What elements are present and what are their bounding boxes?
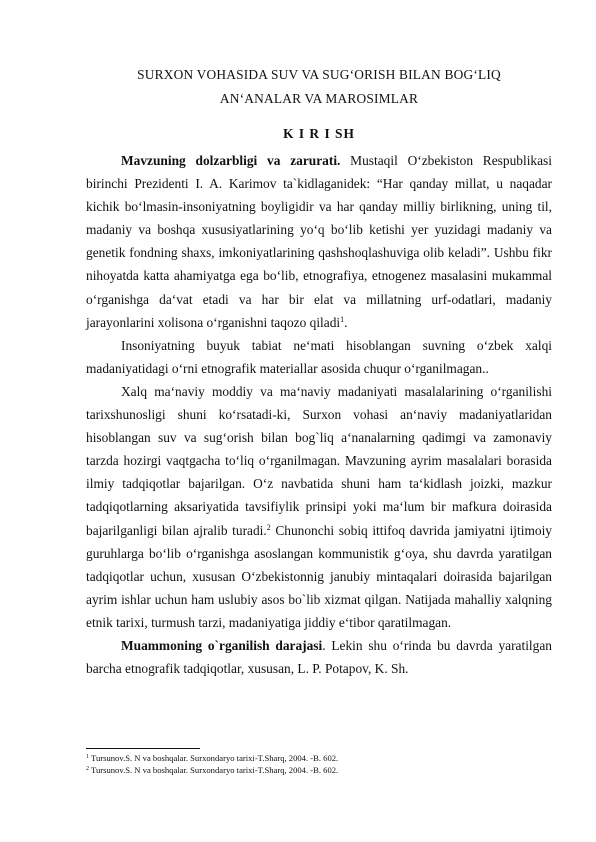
paragraph-water-role	[86, 334, 552, 380]
footnote-text: Tursunov.S. N va boshqalar. Surxondaryo tarixi-T.Sharq, 2004. -B. 602.	[89, 753, 339, 763]
paragraph-relevance	[86, 149, 552, 334]
paragraph-study-level	[86, 634, 552, 680]
body-text	[86, 149, 552, 680]
paragraph-lead: Mavzuning dolzarbligi va zarurati.	[121, 153, 341, 168]
footnote-ref: 1	[340, 314, 345, 324]
footnote-item	[86, 752, 552, 764]
footnotes	[86, 752, 552, 776]
footnote-text: Tursunov.S. N va boshqalar. Surxondaryo tarixi-T.Sharq, 2004. -B. 602.	[89, 765, 339, 775]
footnote-separator	[86, 748, 200, 749]
title-line-1: SURXON VOHASIDA SUV VA SUG‘ORISH BILAN BOG‘LIQ	[137, 67, 501, 82]
title-line-2: AN‘ANALAR VA MAROSIMLAR	[219, 91, 419, 106]
paragraph-text: Insoniyatning buyuk tabiat ne‘mati hisoblangan suvning o‘zbek xalqi madaniyatidagi o‘rni etnografik materiallar asosida chuqur o‘rganilmagan..	[86, 337, 552, 376]
document-title	[86, 63, 552, 111]
paragraph-text-end: Chunonchi sobiq ittifoq davrida jamiyatni ijtimoiy guruhlarga bo‘lib o‘rganishga asoslangan kommunistik g‘oya, shu davrda yaratilgan tadqiqotlar uchun, xususan O‘zbekistonnig janubiy mintaqalari doirasida bajarilgan ayrim ishlar uchun ham uslubiy asos bo`lib xizmat qilgan. Natijada mahalliy xalqning etnik tarixi, turmush tarzi, madaniyatiga jiddiy e‘tibor qaratilmagan.	[86, 522, 552, 630]
paragraph-text: . Lekin shu o‘rinda bu davrda yaratilgan barcha etnografik tadqiqotlar, xususan, L. P. Potapov, K. Sh.	[86, 637, 552, 677]
paragraph-lead: Muammoning o`rganilish darajasi	[121, 637, 323, 653]
footnote-number: 1	[86, 754, 89, 760]
footnote-ref: 2	[266, 522, 271, 532]
paragraph-historiography	[86, 380, 552, 634]
paragraph-text: Xalq ma‘naviy moddiy va ma‘naviy madaniyati masalalarining o‘rganilishi tarixshunosligi shuni ko‘rsatadi-ki, Surxon vohasi an‘naviy madaniyatlaridan hisoblangan suv va sug‘orish bilan bog`liq a‘nanalarning qadimgi va zamonaviy tarzda hozirgi vaqtgacha to‘liq o‘rganilmagan. Mavzuning ayrim masalalari borasida ilmiy tadqiqotlar bajarilgan. O‘z navbatida shuni ham ta‘kidlash joizki, mazkur tadqiqotlarning aksariyatida tavsifiylik prinsipi yoki ma‘lum bir mafkura doirasida bajarilganligi bilan ajralib turadi.	[86, 383, 552, 538]
footnote-number: 2	[86, 766, 89, 772]
paragraph-text: Mustaqil O‘zbekiston Respublikasi birinchi Prezidenti I. A. Karimov ta`kidlaganidek: “Har qanday millat, u naqadar kichik bo‘lmasin-insoniyatning boyligidir va har qanday milliy birlikning, uning til, madaniy va boshqa xususiyatlarining yo‘q bo‘lib ketishi yer yuzidagi madaniy va genetik fondning shaxs, imkoniyatlarining qashshoqlashuviga olib keladi”. Ushbu fikr nihoyatda katta ahamiyatga ega bo‘lib, etnografiya, etnogenez masalasini mukammal o‘rganishga da‘vat etadi va har bir elat va millatning urf-odatlari, madaniy jarayonlarini xolisona o‘rganishni taqozo qiladi	[86, 153, 552, 330]
paragraph-text-end: .	[344, 314, 348, 330]
section-heading: K I R I SH	[283, 126, 355, 141]
footnote-item	[86, 764, 552, 776]
